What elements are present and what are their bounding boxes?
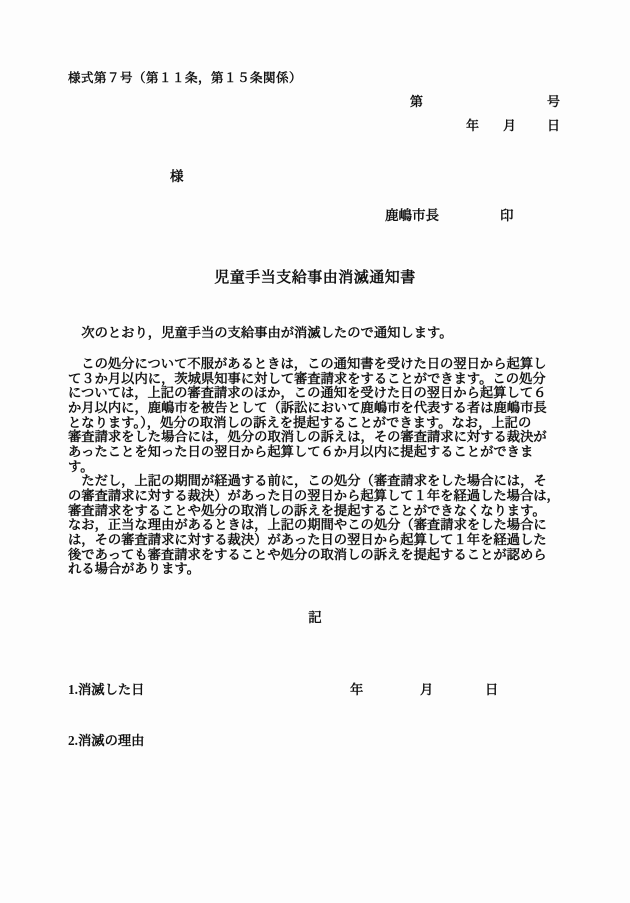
appeal-notice-line: については，上記の審査請求のほか，この通知を受けた日の翌日から起算して６ [68, 385, 547, 401]
extinction-date-year-label: 年 [350, 682, 364, 697]
document-number-suffix: 号 [547, 94, 561, 109]
item-extinction-reason-label: 2.消滅の理由 [68, 733, 145, 748]
document-title: 児童手当支給事由消滅通知書 [214, 270, 416, 286]
appeal-notice-line: となります。），処分の取消しの訴えを提起することができます。なお，上記の [68, 414, 532, 430]
issuer-name: 鹿嶋市長 [385, 208, 439, 223]
appeal-notice-line: 後であっても審査請求をすることや処分の取消しの訴えを提起することが認めら [68, 546, 547, 562]
appeal-notice-line: この処分について不服があるときは，この通知書を受けた日の翌日から起算し [68, 356, 547, 371]
appeal-notice-line: 審査請求をすることや処分の取消しの訴えを提起することができなくなります。 [68, 502, 546, 518]
appeal-notice-paragraph [68, 357, 568, 577]
appeal-notice-line: ただし，上記の期間が経過する前に，この処分（審査請求をした場合には，そ [68, 473, 547, 489]
appeal-notice-line: 審査請求をした場合には，処分の取消しの訴えは，その審査請求に対する裁決が [68, 429, 547, 445]
appeal-notice-line: れる場合があります。 [68, 561, 200, 577]
issue-date-day-label: 日 [547, 118, 561, 133]
addressee-honorific: 様 [170, 169, 184, 184]
appeal-notice-line: は，その審査請求に対する裁決）があった日の翌日から起算して１年を経過した [68, 531, 547, 547]
extinction-date-day-label: 日 [485, 682, 499, 697]
document-number-prefix: 第 [410, 94, 424, 109]
intro-sentence: 次のとおり，児童手当の支給事由が消滅したので通知します。 [68, 325, 453, 340]
form-number: 様式第７号（第１１条，第１５条関係） [68, 71, 303, 85]
issue-date-year-label: 年 [466, 118, 480, 133]
appeal-notice-line: あったことを知った日の翌日から起算して６か月以内に提起することができま [68, 443, 534, 459]
appeal-notice-line: す。 [68, 458, 94, 474]
item-extinction-date-label: 1.消滅した日 [68, 682, 145, 697]
issue-date-month-label: 月 [503, 118, 517, 133]
appeal-notice-line: か月以内に，鹿嶋市を被告として（訴訟において鹿嶋市を代表する者は鹿嶋市長 [68, 399, 547, 415]
record-heading: 記 [308, 610, 322, 625]
extinction-date-month-label: 月 [420, 682, 434, 697]
issuer-seal-mark: 印 [500, 208, 514, 223]
appeal-notice-line: て３か月以内に，茨城県知事に対して審査請求をすることができます。この処分 [68, 370, 546, 386]
appeal-notice-line: なお，正当な理由があるときは，上記の期間やこの処分（審査請求をした場合に [68, 517, 547, 533]
appeal-notice-line: の審査請求に対する裁決）があった日の翌日から起算して１年を経過した場合は， [68, 487, 560, 503]
